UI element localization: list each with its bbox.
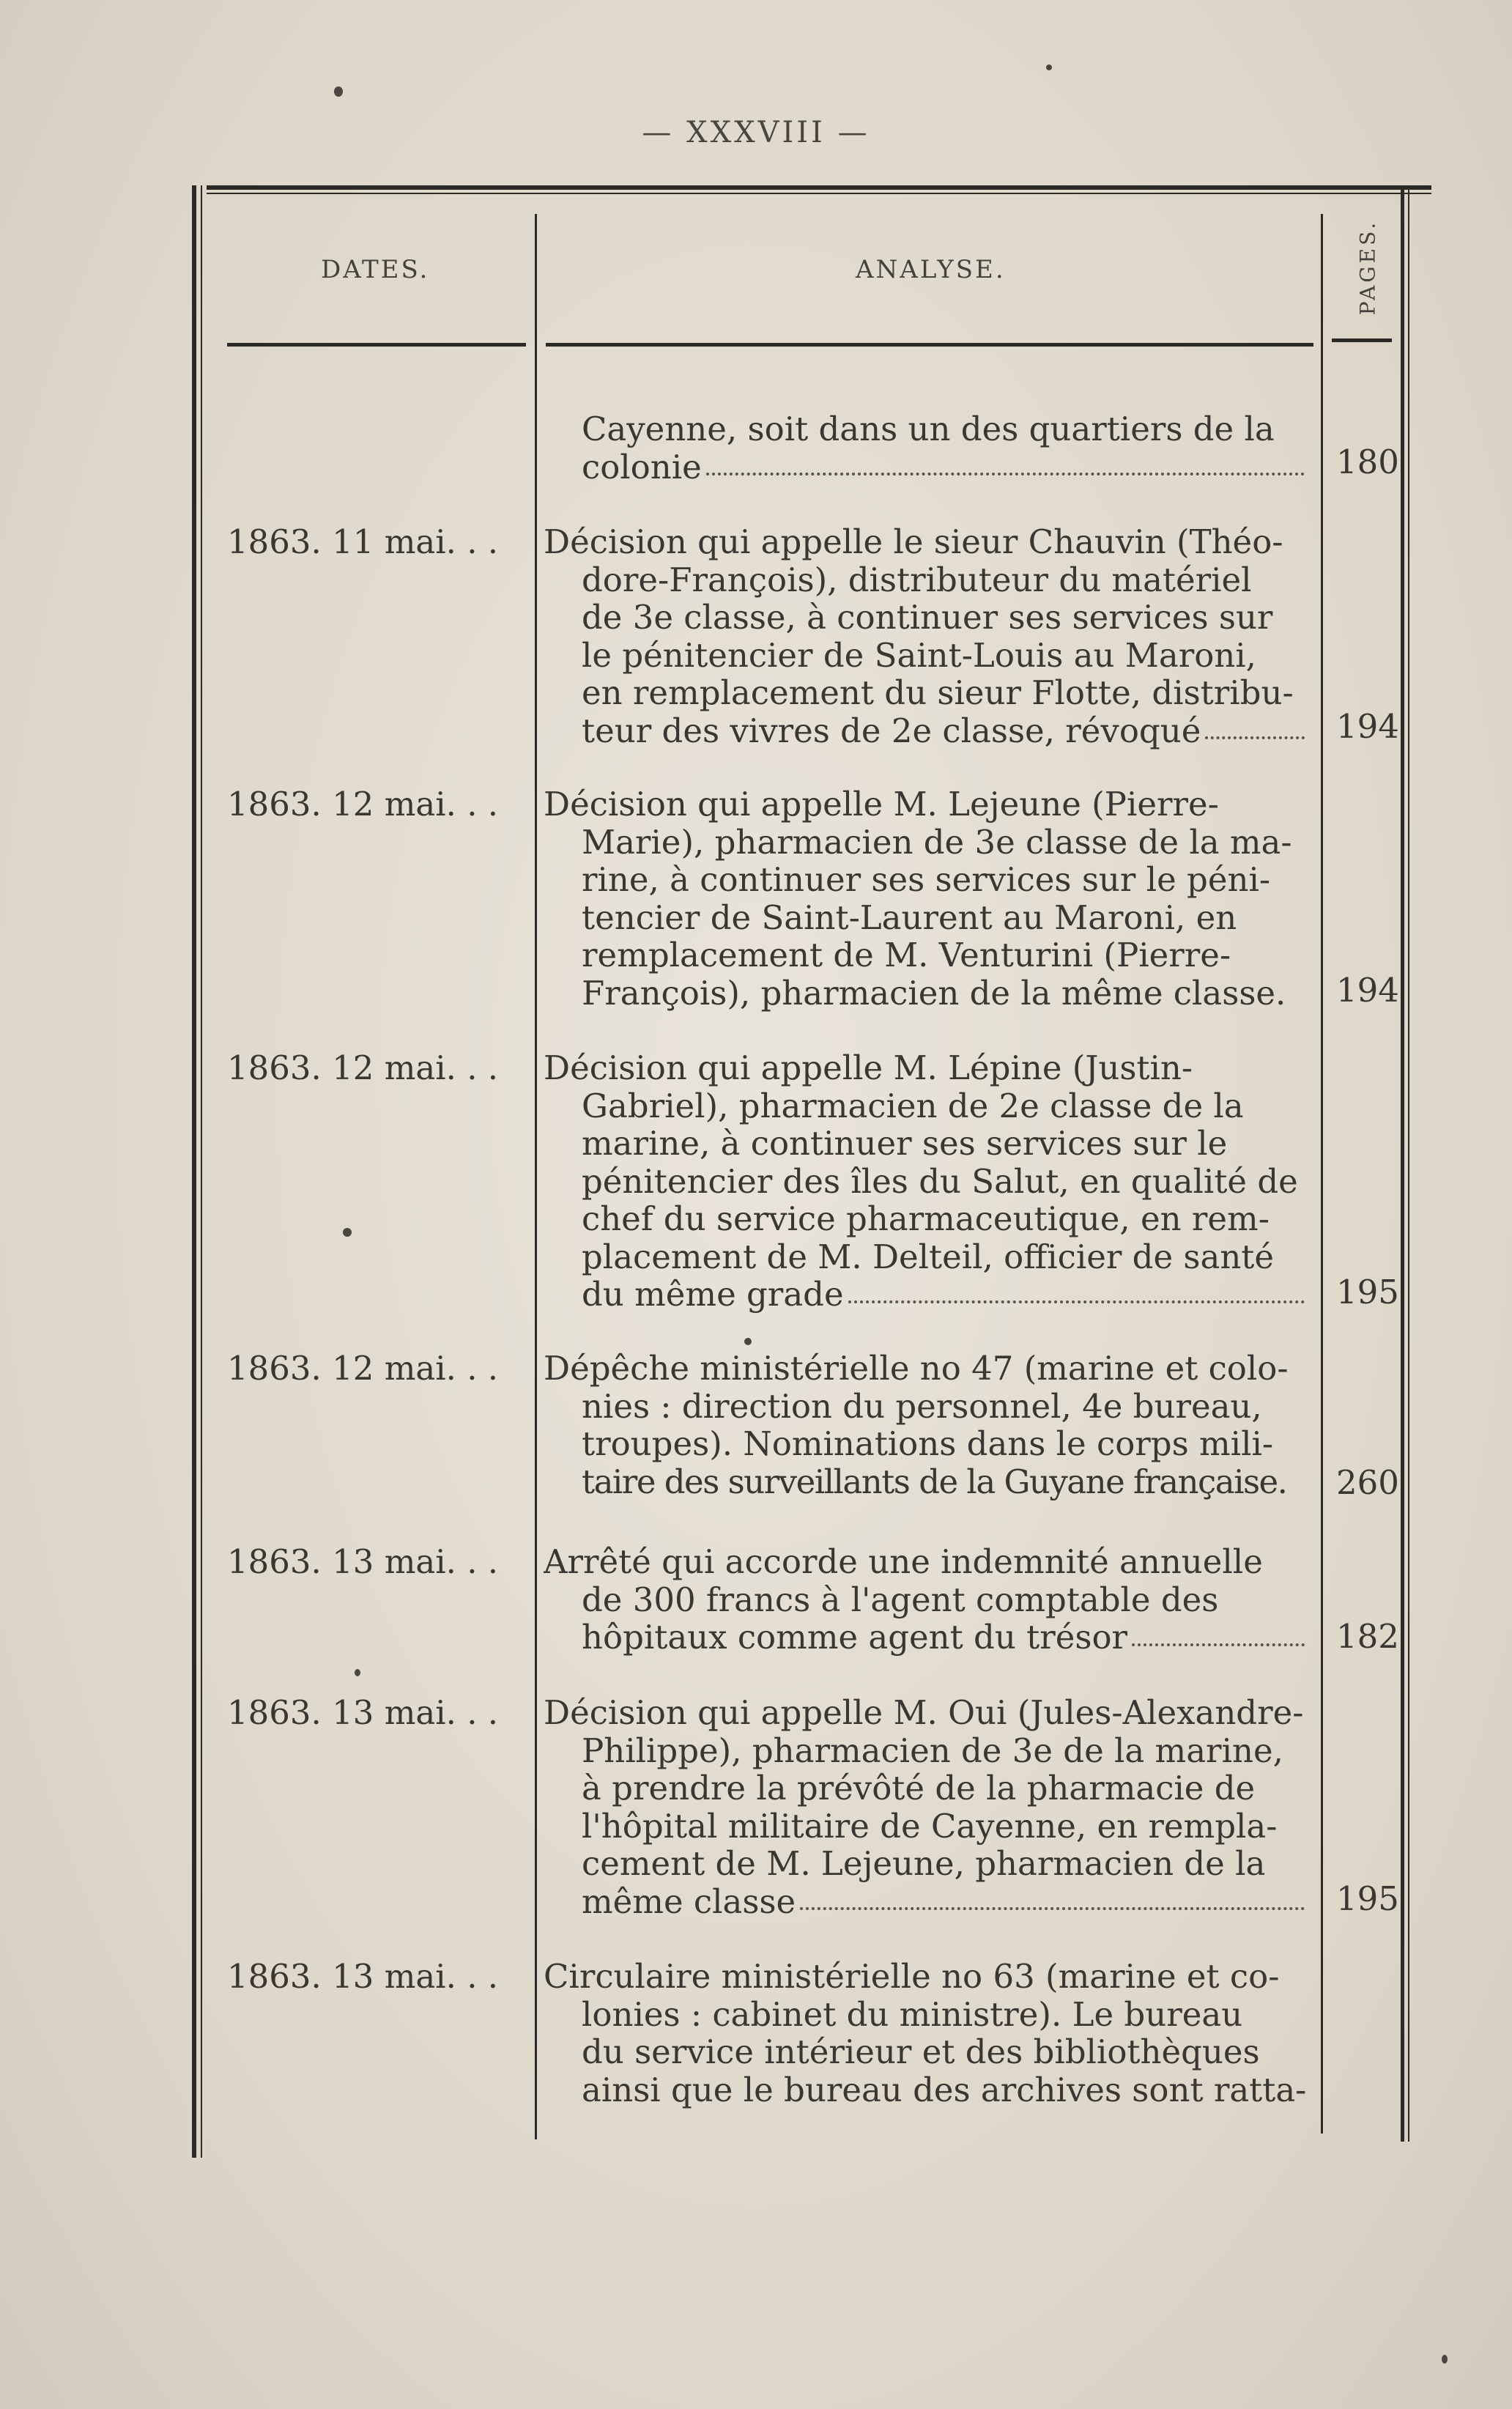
entry-page: 195 (1336, 1273, 1399, 1311)
page-header: — XXXVIII — (642, 116, 870, 149)
column-divider-pages (1321, 214, 1323, 2134)
header-underline-pages (1332, 338, 1392, 342)
column-header-dates: DATES. (321, 255, 430, 284)
paper-speck (343, 1228, 352, 1237)
entry-analysis: Dépêche ministérielle no 47 (marine et colo- nies : direction du personnel, 4e bureau, troupes). Nominations dans le corps mili- taire des surveillants de la Guyane française. (544, 1350, 1289, 1500)
entry-date: 1863. 12 mai. . . (227, 1048, 499, 1087)
column-header-pages: PAGES. (1355, 219, 1380, 316)
entry-analysis: Décision qui appelle M. Lejeune (Pierre- Marie), pharmacien de 3e classe de la ma- rine, à continuer ses services sur le péni- tencier de Saint-Laurent au Maroni, en remplacement de M. Venturini (Pierre- François), pharmacien de la même classe. (544, 785, 1292, 1012)
table-top-rule (207, 185, 1431, 190)
entry-date: 1863. 11 mai. . . (227, 522, 499, 561)
entry-page: 194 (1336, 707, 1399, 746)
table-right-rule-thin (1408, 185, 1409, 2142)
paper-speck (744, 1338, 752, 1345)
entry-analysis: Décision qui appelle M. Lépine (Justin- Gabriel), pharmacien de 2e classe de la marine, à continuer ses services sur le pénitencier des îles du Salut, en qualité de chef du service pharmaceutique, en rem- placement de M. Delteil, officier de santé du même grade (544, 1049, 1309, 1314)
paper-speck (334, 86, 343, 97)
entry-date: 1863. 12 mai. . . (227, 785, 499, 824)
entry-page: 260 (1336, 1463, 1399, 1502)
paper-speck (355, 1669, 360, 1676)
entry-analysis: Arrêté qui accorde une indemnité annuelle de 300 francs à l'agent comptable des hôpitaux comme agent du trésor (544, 1543, 1309, 1657)
entry-date: 1863. 13 mai. . . (227, 1542, 499, 1581)
entry-date: 1863. 13 mai. . . (227, 1957, 499, 1996)
table-left-rule-thin (201, 185, 202, 2158)
column-divider-dates (535, 214, 537, 2139)
entry-analysis: Décision qui appelle le sieur Chauvin (Théo- dore-François), distributeur du matériel de 3e classe, à continuer ses services sur le pénitencier de Saint-Louis au Maroni, en remplacement du sieur Flotte, distribu- teur des vivres de 2e classe, révoqué (544, 523, 1309, 750)
entry-analysis: Cayenne, soit dans un des quartiers de la colonie (544, 410, 1309, 486)
entry-page: 194 (1336, 971, 1399, 1010)
entry-analysis: Décision qui appelle M. Oui (Jules-Alexandre- Philippe), pharmacien de 3e de la marine, à prendre la prévôté de la pharmacie de l'hôpital militaire de Cayenne, en rempla- cement de M. Lejeune, pharmacien de la même classe (544, 1694, 1304, 1920)
table-left-rule (192, 185, 196, 2158)
entry-page: 182 (1336, 1617, 1399, 1656)
paper-speck (1442, 2355, 1448, 2364)
header-underline-dates (227, 343, 526, 347)
column-header-analyse: ANALYSE. (856, 255, 1006, 284)
entry-date: 1863. 12 mai. . . (227, 1349, 499, 1388)
table-top-rule-thin (207, 193, 1431, 194)
entry-date: 1863. 13 mai. . . (227, 1693, 499, 1732)
header-underline-analyse (546, 343, 1313, 347)
entry-page: 180 (1336, 443, 1399, 481)
entry-page: 195 (1336, 1879, 1399, 1918)
paper-speck (1046, 64, 1052, 70)
entry-analysis: Circulaire ministérielle no 63 (marine et co- lonies : cabinet du ministre). Le bureau du service intérieur et des bibliothèques ainsi que le bureau des archives sont ratta- (544, 1958, 1307, 2109)
